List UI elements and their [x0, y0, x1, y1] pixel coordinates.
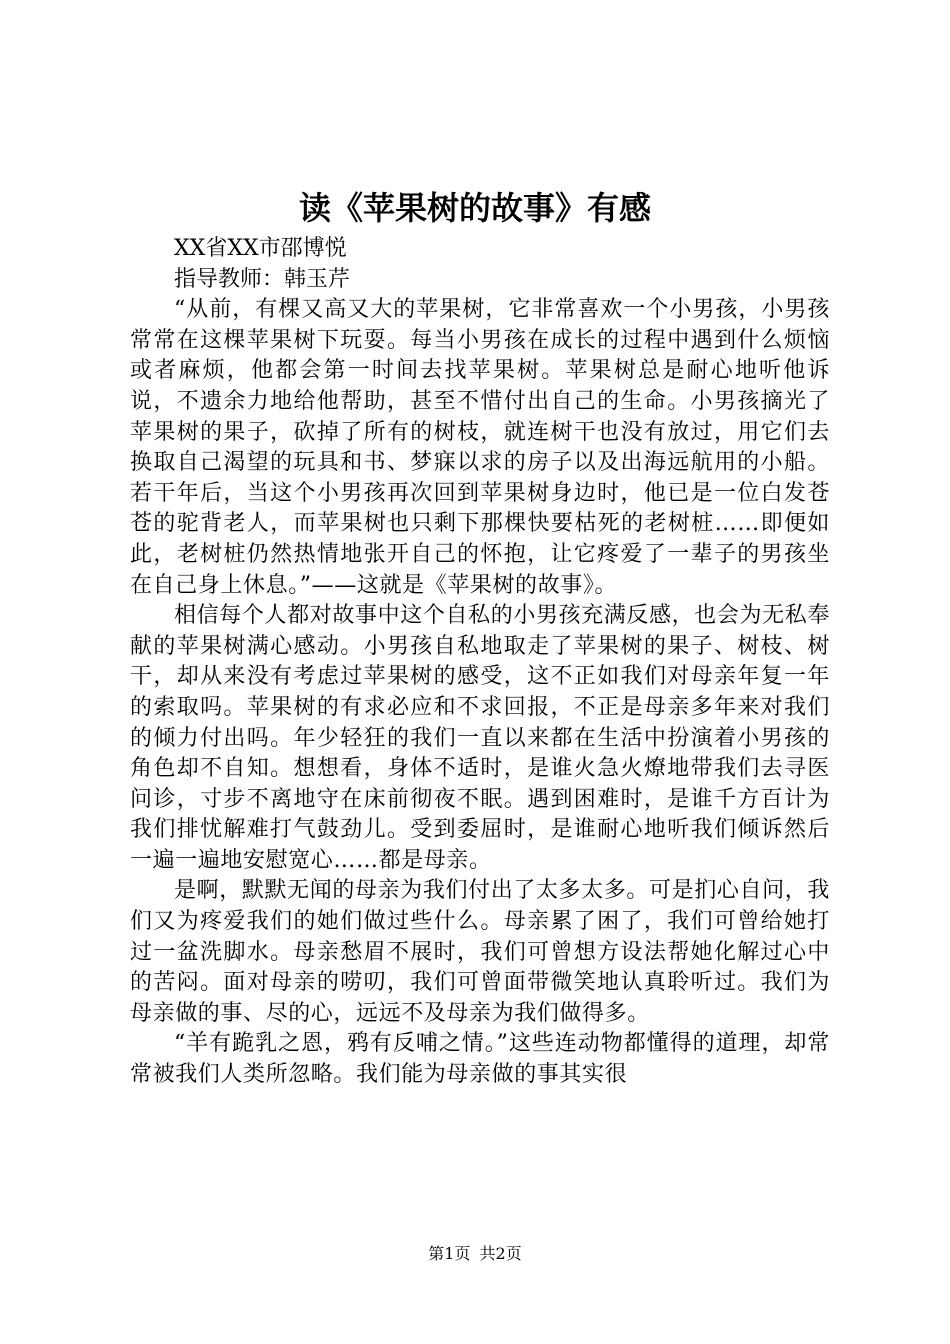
document-title: 读《苹果树的故事》有感 — [298, 189, 651, 227]
paragraph-2: 相信每个人都对故事中这个自私的小男孩充满反感，也会为无私奉献的苹果树满心感动。小男孩自私地取走了苹果树的果子、树枝、树干，却从来没有考虑过苹果树的感受，这不正如我们对母亲年复一年的索取吗。苹果树的有求必应和不求回报，不正是母亲多年来对我们的倾力付出吗。年少轻狂的我们一直以来都在生活中扮演着小男孩的角色却不自知。想想看，身体不适时，是谁火急火燎地带我们去寻医问诊，寸步不离地守在床前彻夜不眠。遇到困难时，是谁千方百计为我们排忧解难打气鼓劲儿。受到委屈时，是谁耐心地听我们倾诉然后一遍一遍地安慰宽心……都是母亲。 — [130, 603, 830, 873]
paragraph-3: 是啊，默默无闻的母亲为我们付出了太多太多。可是扪心自问，我们又为疼爱我们的她们做过些什么。母亲累了困了，我们可曾给她打过一盆洗脚水。母亲愁眉不展时，我们可曾想方设法帮她化解过心中的苦闷。面对母亲的唠叨，我们可曾面带微笑地认真聆听过。我们为母亲做的事、尽的心，远远不及母亲为我们做得多。 — [130, 878, 830, 1026]
author-line: XX省XX市邵博悦 — [174, 236, 347, 261]
paragraph-1: “从前，有棵又高又大的苹果树，它非常喜欢一个小男孩，小男孩常常在这棵苹果树下玩耍。每当小男孩在成长的过程中遇到什么烦恼或者麻烦，他都会第一时间去找苹果树。苹果树总是耐心地听他诉说，不遗余力地给他帮助，甚至不惜付出自己的生命。小男孩摘光了苹果树的果子，砍掉了所有的树枝，就连树干也没有放过，用它们去换取自己渴望的玩具和书、梦寐以求的房子以及出海远航用的小船。若干年后，当这个小男孩再次回到苹果树身边时，他已是一位白发苍苍的驼背老人，而苹果树也只剩下那棵快要枯死的老树桩……即便如此，老树桩仍然热情地张开自己的怀抱，让它疼爱了一辈子的男孩坐在自己身上休息。”——这就是《苹果树的故事》。 — [130, 297, 830, 598]
page-number-current: 第1页 — [428, 1244, 471, 1263]
document-body — [130, 234, 830, 1091]
page-footer — [0, 1243, 950, 1265]
teacher-line: 指导教师：韩玉芹 — [174, 266, 351, 292]
paragraph-4: “羊有跪乳之恩，鸦有反哺之情。”这些连动物都懂得的道理，却常常被我们人类所忽略。我们能为母亲做的事其实很 — [130, 1031, 830, 1088]
page-number-total: 共2页 — [479, 1244, 522, 1263]
